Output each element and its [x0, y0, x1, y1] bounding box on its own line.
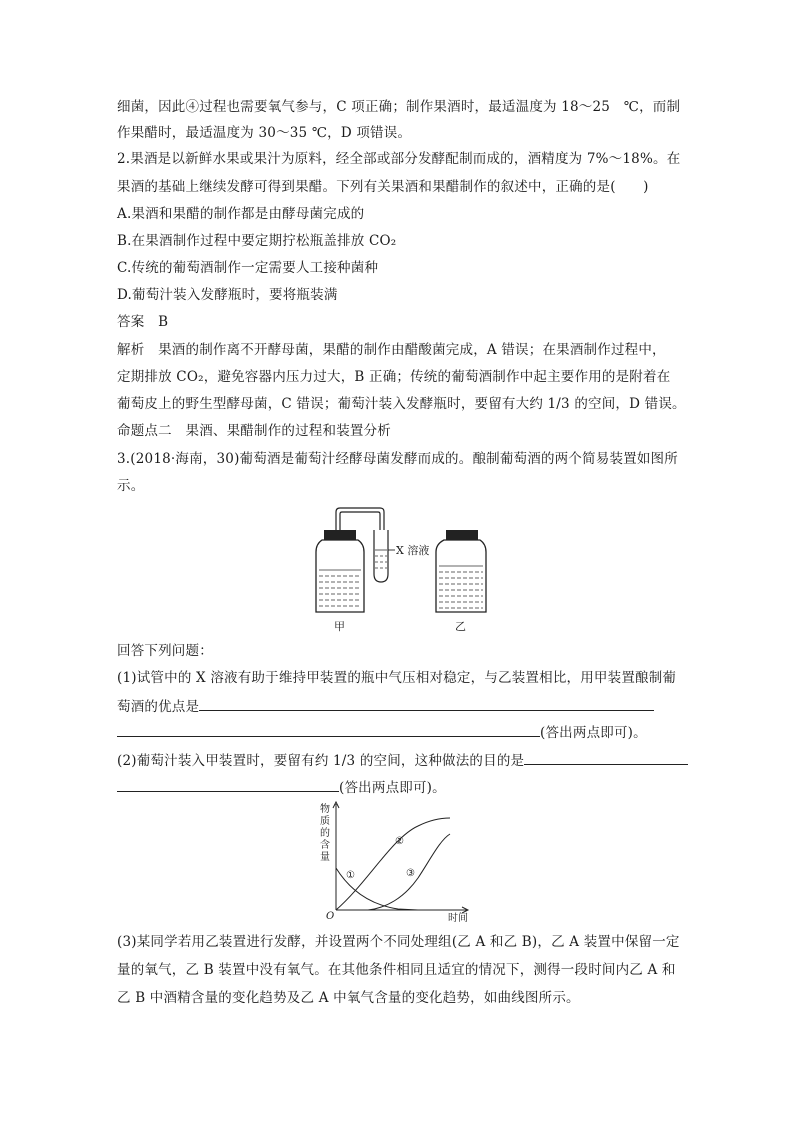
text-line: 细菌，因此④过程也需要氧气参与，C 项正确；制作果酒时，最适温度为 18～25 ℃，而制 — [117, 99, 681, 115]
curve-3-label: ③ — [406, 868, 415, 879]
question-3-stem: 示。 — [117, 478, 145, 494]
y-axis-label-char: 物 — [320, 804, 330, 815]
x-axis-label: 时间 — [448, 913, 468, 924]
y-axis-label-char: 量 — [320, 852, 330, 863]
sub-question-1: (1)试管中的 X 溶液有助于维持甲装置的瓶中气压相对稳定，与乙装置相比，用甲装置酿制葡 — [117, 670, 677, 686]
answer: 答案 B — [117, 314, 169, 330]
sub-question-3: 乙 B 中酒精含量的变化趋势及乙 A 中氧气含量的变化趋势，如曲线图所示。 — [117, 990, 580, 1006]
text-line: 作果醋时，最适温度为 30～35 ℃，D 项错误。 — [117, 125, 412, 141]
answer-blank[interactable] — [117, 777, 339, 792]
content-curve-graph — [318, 800, 478, 925]
answer-blank[interactable] — [524, 750, 688, 765]
sub-question-2 — [117, 750, 688, 771]
origin-label: O — [326, 911, 335, 922]
test-tube — [374, 530, 395, 582]
sub-question-2 — [117, 777, 446, 798]
sub-question-1-suffix: (答出两点即可)。 — [540, 725, 647, 741]
sub-question-3: (3)某同学若用乙装置进行发酵，并设置两个不同处理组(乙 A 和乙 B)，乙 A 装置中保留一定 — [117, 934, 680, 950]
answer-blank[interactable] — [199, 696, 654, 711]
sub-question-1 — [117, 696, 654, 717]
y-axis-label-char: 的 — [320, 828, 330, 839]
explanation: 定期排放 CO₂，避免容器内压力过大，B 正确；传统的葡萄酒制作中起主要作用的是附着在 — [117, 369, 671, 385]
option-d: D.葡萄汁装入发酵瓶时，要将瓶装满 — [117, 287, 338, 303]
question-2-stem: 2.果酒是以新鲜水果或果汁为原料，经全部或部分发酵配制而成的，酒精度为 7%～18%。在 — [117, 151, 681, 167]
option-c: C.传统的葡萄酒制作一定需要人工接种菌种 — [117, 260, 379, 276]
jar-a — [316, 530, 364, 612]
fermentation-apparatus-figure — [300, 500, 500, 635]
option-a: A.果酒和果醋的制作都是由酵母菌完成的 — [117, 206, 365, 222]
question-2-stem: 果酒的基础上继续发酵可得到果醋。下列有关果酒和果醋制作的叙述中，正确的是( ) — [117, 179, 649, 195]
curve-2 — [336, 818, 450, 910]
question-3-stem: 3.(2018·海南，30)葡萄酒是葡萄汁经酵母菌发酵而成的。酿制葡萄酒的两个简易装置如图所 — [117, 451, 678, 467]
jar-a-label: 甲 — [334, 620, 345, 633]
explanation: 葡萄皮上的野生型酵母菌，C 错误；葡萄汁装入发酵瓶时，要留有大约 1/3 的空间，D 错误。 — [117, 396, 686, 412]
answer-prompt: 回答下列问题： — [117, 643, 213, 659]
curve-1-label: ① — [346, 870, 355, 881]
sub-question-2-text: (2)葡萄汁装入甲装置时，要留有约 1/3 的空间，这种做法的目的是 — [117, 753, 525, 769]
curve-2-label: ② — [395, 836, 404, 847]
y-axis-label-char: 含 — [320, 840, 330, 851]
answer-blank[interactable] — [117, 722, 540, 737]
explanation: 解析 果酒的制作离不开酵母菌，果醋的制作由醋酸菌完成，A 错误；在果酒制作过程中， — [117, 342, 666, 358]
sub-question-3: 量的氧气，乙 B 装置中没有氧气。在其他条件相同且适宜的情况下，测得一段时间内乙 A 和 — [117, 962, 676, 978]
sub-question-1-text: 萄酒的优点是 — [117, 699, 200, 715]
topic-heading: 命题点二 果酒、果醋制作的过程和装置分析 — [117, 423, 391, 439]
y-axis-label-char: 质 — [320, 816, 330, 827]
sub-question-1 — [117, 722, 647, 743]
y-axis-label — [320, 802, 330, 863]
jar-b — [436, 530, 486, 612]
x-solution-label: X 溶液 — [396, 544, 430, 557]
option-b: B.在果酒制作过程中要定期拧松瓶盖排放 CO₂ — [117, 233, 397, 249]
jar-b-label: 乙 — [455, 620, 466, 633]
sub-question-2-suffix: (答出两点即可)。 — [339, 780, 446, 796]
